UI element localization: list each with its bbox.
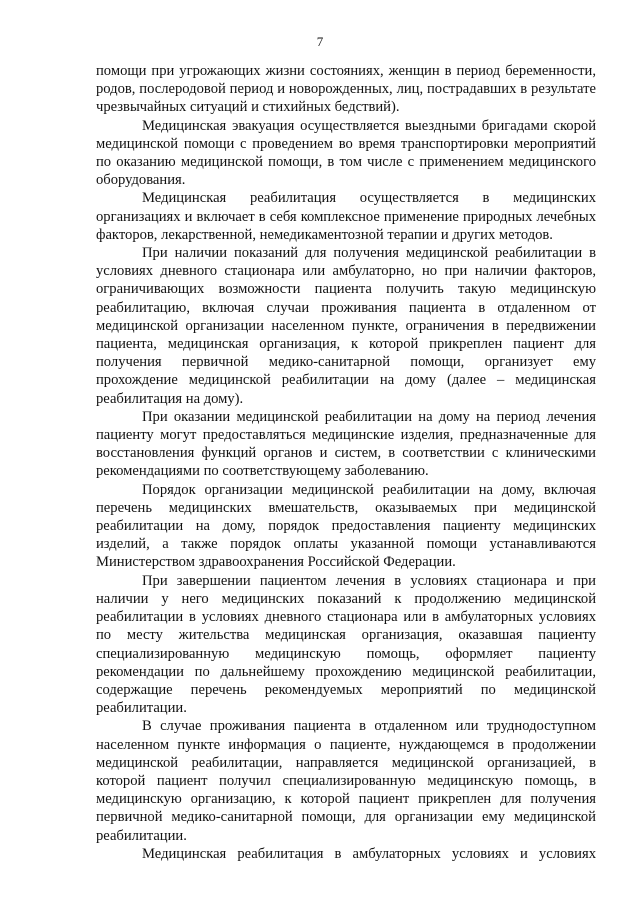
paragraph-3: Медицинская реабилитация осуществляется в медицинских организациях и включает в себя комплексное применение природных лечебных факторов, лекарственной, немедикаментозной терапии и других методов. — [96, 190, 596, 243]
paragraph-6: Порядок организации медицинской реабилитации на дому, включая перечень медицинских вмешательств, оказываемых при медицинской реабилитации на дому, порядок предоставления пациенту медицинских изделий, а также порядок оплаты указанной помощи устанавливаются Министерством здравоохранения Российской Федерации. — [96, 481, 596, 571]
paragraph-1: помощи при угрожающих жизни состояниях, женщин в период беременности, родов, послеродовой период и новорожденных, лиц, пострадавших в результате чрезвычайных ситуаций и стихийных бедствий). — [96, 63, 596, 116]
paragraph-5: При оказании медицинской реабилитации на дому на период лечения пациенту могут предоставляться медицинские изделия, предназначенные для восстановления функций органов и систем, в соответствии с клиническими рекомендациями по соответствующему заболеванию. — [96, 408, 596, 480]
paragraph-4: При наличии показаний для получения медицинской реабилитации в условиях дневного стационара или амбулаторно, но при наличии факторов, ограничивающих возможности пациента получить такую медицинскую реабилитацию, включая случаи проживания пациента в отдаленном от медицинской организации населенном пункте, ограничения в передвижении пациента, медицинская организация, к которой прикреплен пациент для получения первичной медико-санитарной помощи, организует ему прохождение медицинской реабилитации на дому (далее – медицинская реабилитация на дому). — [96, 245, 596, 407]
paragraph-7: При завершении пациентом лечения в условиях стационара и при наличии у него медицинских показаний к продолжению медицинской реабилитации в условиях дневного стационара или в амбулаторных условиях по месту жительства медицинская организация, оказавшая пациенту специализированную медицинскую помощь, оформляет пациенту рекомендации по дальнейшему прохождению медицинской реабилитации, содержащие перечень рекомендуемых мероприятий по медицинской реабилитации. — [96, 572, 596, 717]
page-number: 7 — [316, 34, 324, 49]
paragraph-9: Медицинская реабилитация в амбулаторных условиях и условиях — [142, 845, 596, 862]
paragraph-8: В случае проживания пациента в отдаленном или труднодоступном населенном пункте информация о пациенте, нуждающемся в продолжении медицинской реабилитации, направляется медицинской организацией, в которой пациент получил специализированную медицинскую помощь, в медицинскую организацию, к которой пациент прикреплен для получения первичной медико-санитарной помощи, для организации ему медицинской реабилитации. — [96, 718, 596, 844]
paragraph-2: Медицинская эвакуация осуществляется выездными бригадами скорой медицинской помощи с проведением во время транспортировки мероприятий по оказанию медицинской помощи, в том числе с применением медицинского оборудования. — [96, 117, 596, 189]
body-text — [96, 62, 596, 863]
